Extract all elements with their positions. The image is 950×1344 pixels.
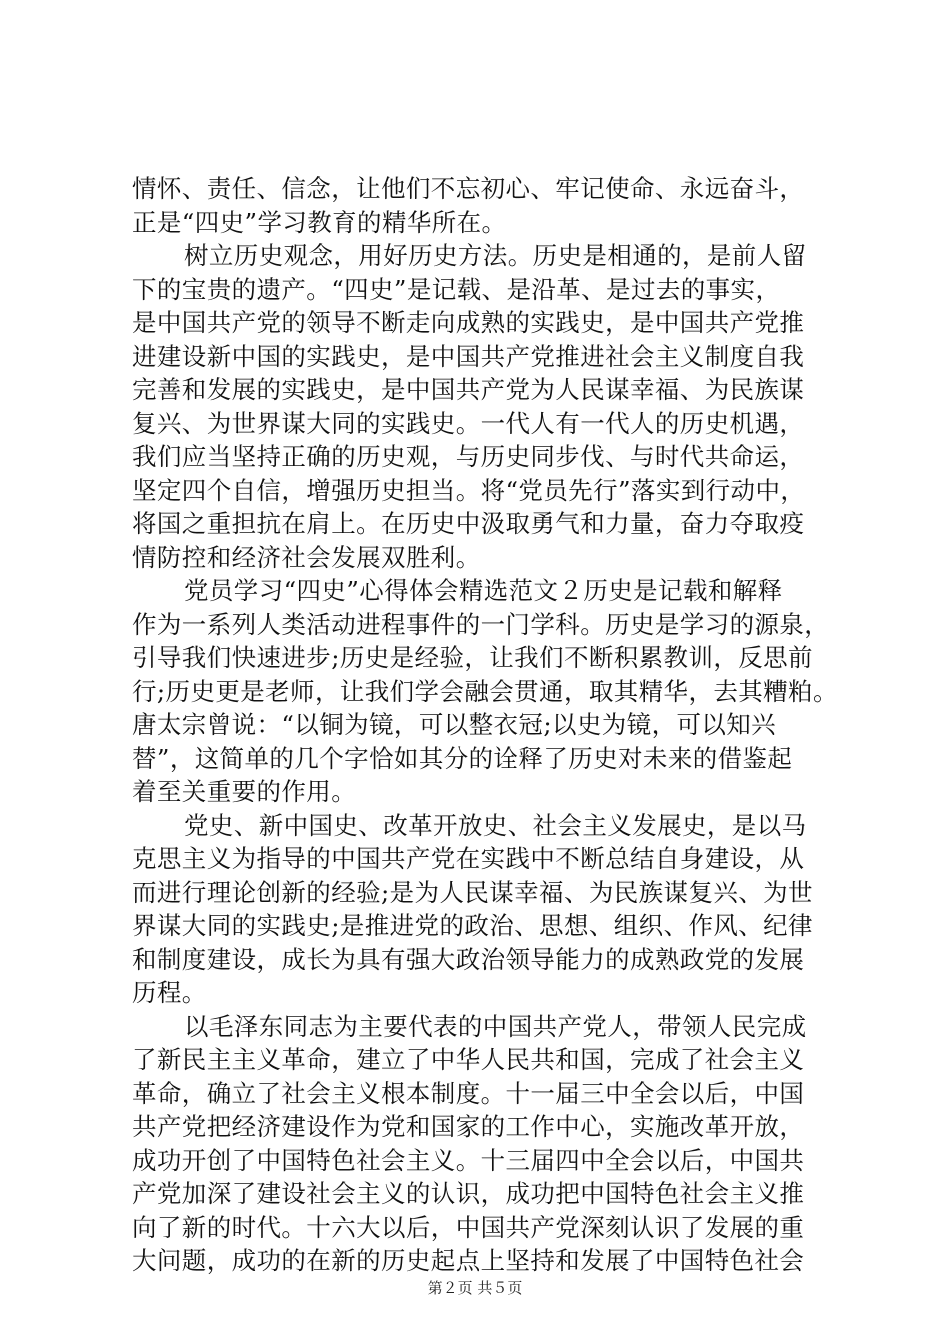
paragraph-first-line: 树立历史观念，用好历史方法。历史是相通的，是前人留	[184, 241, 807, 270]
text-line: 和制度建设，成长为具有强大政治领导能力的成熟政党的发展	[132, 944, 805, 974]
text-line: 向了新的时代。十六大以后，中国共产党深刻认识了发展的重	[132, 1212, 805, 1242]
text-line: 成功开创了中国特色社会主义。十三届四中全会以后，中国共	[132, 1145, 805, 1175]
text-line: 产党加深了建设社会主义的认识，成功把中国特色社会主义推	[132, 1179, 805, 1208]
text-line: 着至关重要的作用。	[132, 777, 357, 806]
page-footer	[0, 1277, 950, 1298]
text-line: 是中国共产党的领导不断走向成熟的实践史，是中国共产党推	[132, 308, 805, 337]
paragraph-first-line: 党史、新中国史、改革开放史、社会主义发展史，是以马	[184, 810, 807, 840]
text-line: 克思主义为指导的中国共产党在实践中不断总结自身建设，从	[132, 844, 805, 873]
text-line: 唐太宗曾说：“以铜为镜，可以整衣冠;以史为镜，可以知兴	[132, 710, 777, 739]
text-line: 行;历史更是老师，让我们学会融会贯通，取其精华，去其糟粕。	[132, 676, 838, 706]
text-line: 正是“四史”学习教育的精华所在。	[132, 207, 507, 237]
paragraph-first-line: 以毛泽东同志为主要代表的中国共产党人，带领人民完成	[184, 1011, 807, 1041]
text-line: 作为一系列人类活动进程事件的一门学科。历史是学习的源泉，	[132, 609, 830, 639]
paragraph-first-line: 党员学习“四史”心得体会精选范文２历史是记载和解释	[184, 576, 783, 605]
text-line: 而进行理论创新的经验;是为人民谋幸福、为民族谋复兴、为世	[132, 877, 813, 907]
text-line: 大问题，成功的在新的历史起点上坚持和发展了中国特色社会	[132, 1246, 805, 1275]
text-line: 复兴、为世界谋大同的实践史。一代人有一代人的历史机遇，	[132, 408, 805, 438]
text-line: 引导我们快速进步;历史是经验，让我们不断积累教训，反思前	[132, 643, 813, 672]
page-number-label: 第２页 共５页	[427, 1279, 523, 1297]
text-line: 历程。	[132, 978, 207, 1007]
text-line: 替”，这简单的几个字恰如其分的诠释了历史对未来的借鉴起	[132, 743, 793, 773]
text-line: 共产党把经济建设作为党和国家的工作中心，实施改革开放，	[132, 1112, 805, 1141]
text-line: 革命，确立了社会主义根本制度。十一届三中全会以后，中国	[132, 1078, 805, 1108]
text-line: 下的宝贵的遗产。“四史”是记载、是沿革、是过去的事实，	[132, 274, 781, 304]
document-body	[132, 172, 838, 1278]
text-line: 了新民主主义革命，建立了中华人民共和国，完成了社会主义	[132, 1045, 805, 1074]
text-line: 情怀、责任、信念，让他们不忘初心、牢记使命、永远奋斗，	[132, 174, 805, 203]
text-line: 情防控和经济社会发展双胜利。	[132, 542, 481, 572]
text-line: 我们应当坚持正确的历史观，与历史同步伐、与时代共命运，	[132, 442, 805, 471]
text-line: 界谋大同的实践史;是推进党的政治、思想、组织、作风、纪律	[132, 911, 813, 940]
text-line: 进建设新中国的实践史，是中国共产党推进社会主义制度自我	[132, 341, 805, 371]
text-line: 坚定四个自信，增强历史担当。将“党员先行”落实到行动中，	[132, 475, 806, 505]
text-line: 完善和发展的实践史，是中国共产党为人民谋幸福、为民族谋	[132, 375, 805, 404]
text-line: 将国之重担抗在肩上。在历史中汲取勇气和力量，奋力夺取疫	[132, 509, 805, 538]
